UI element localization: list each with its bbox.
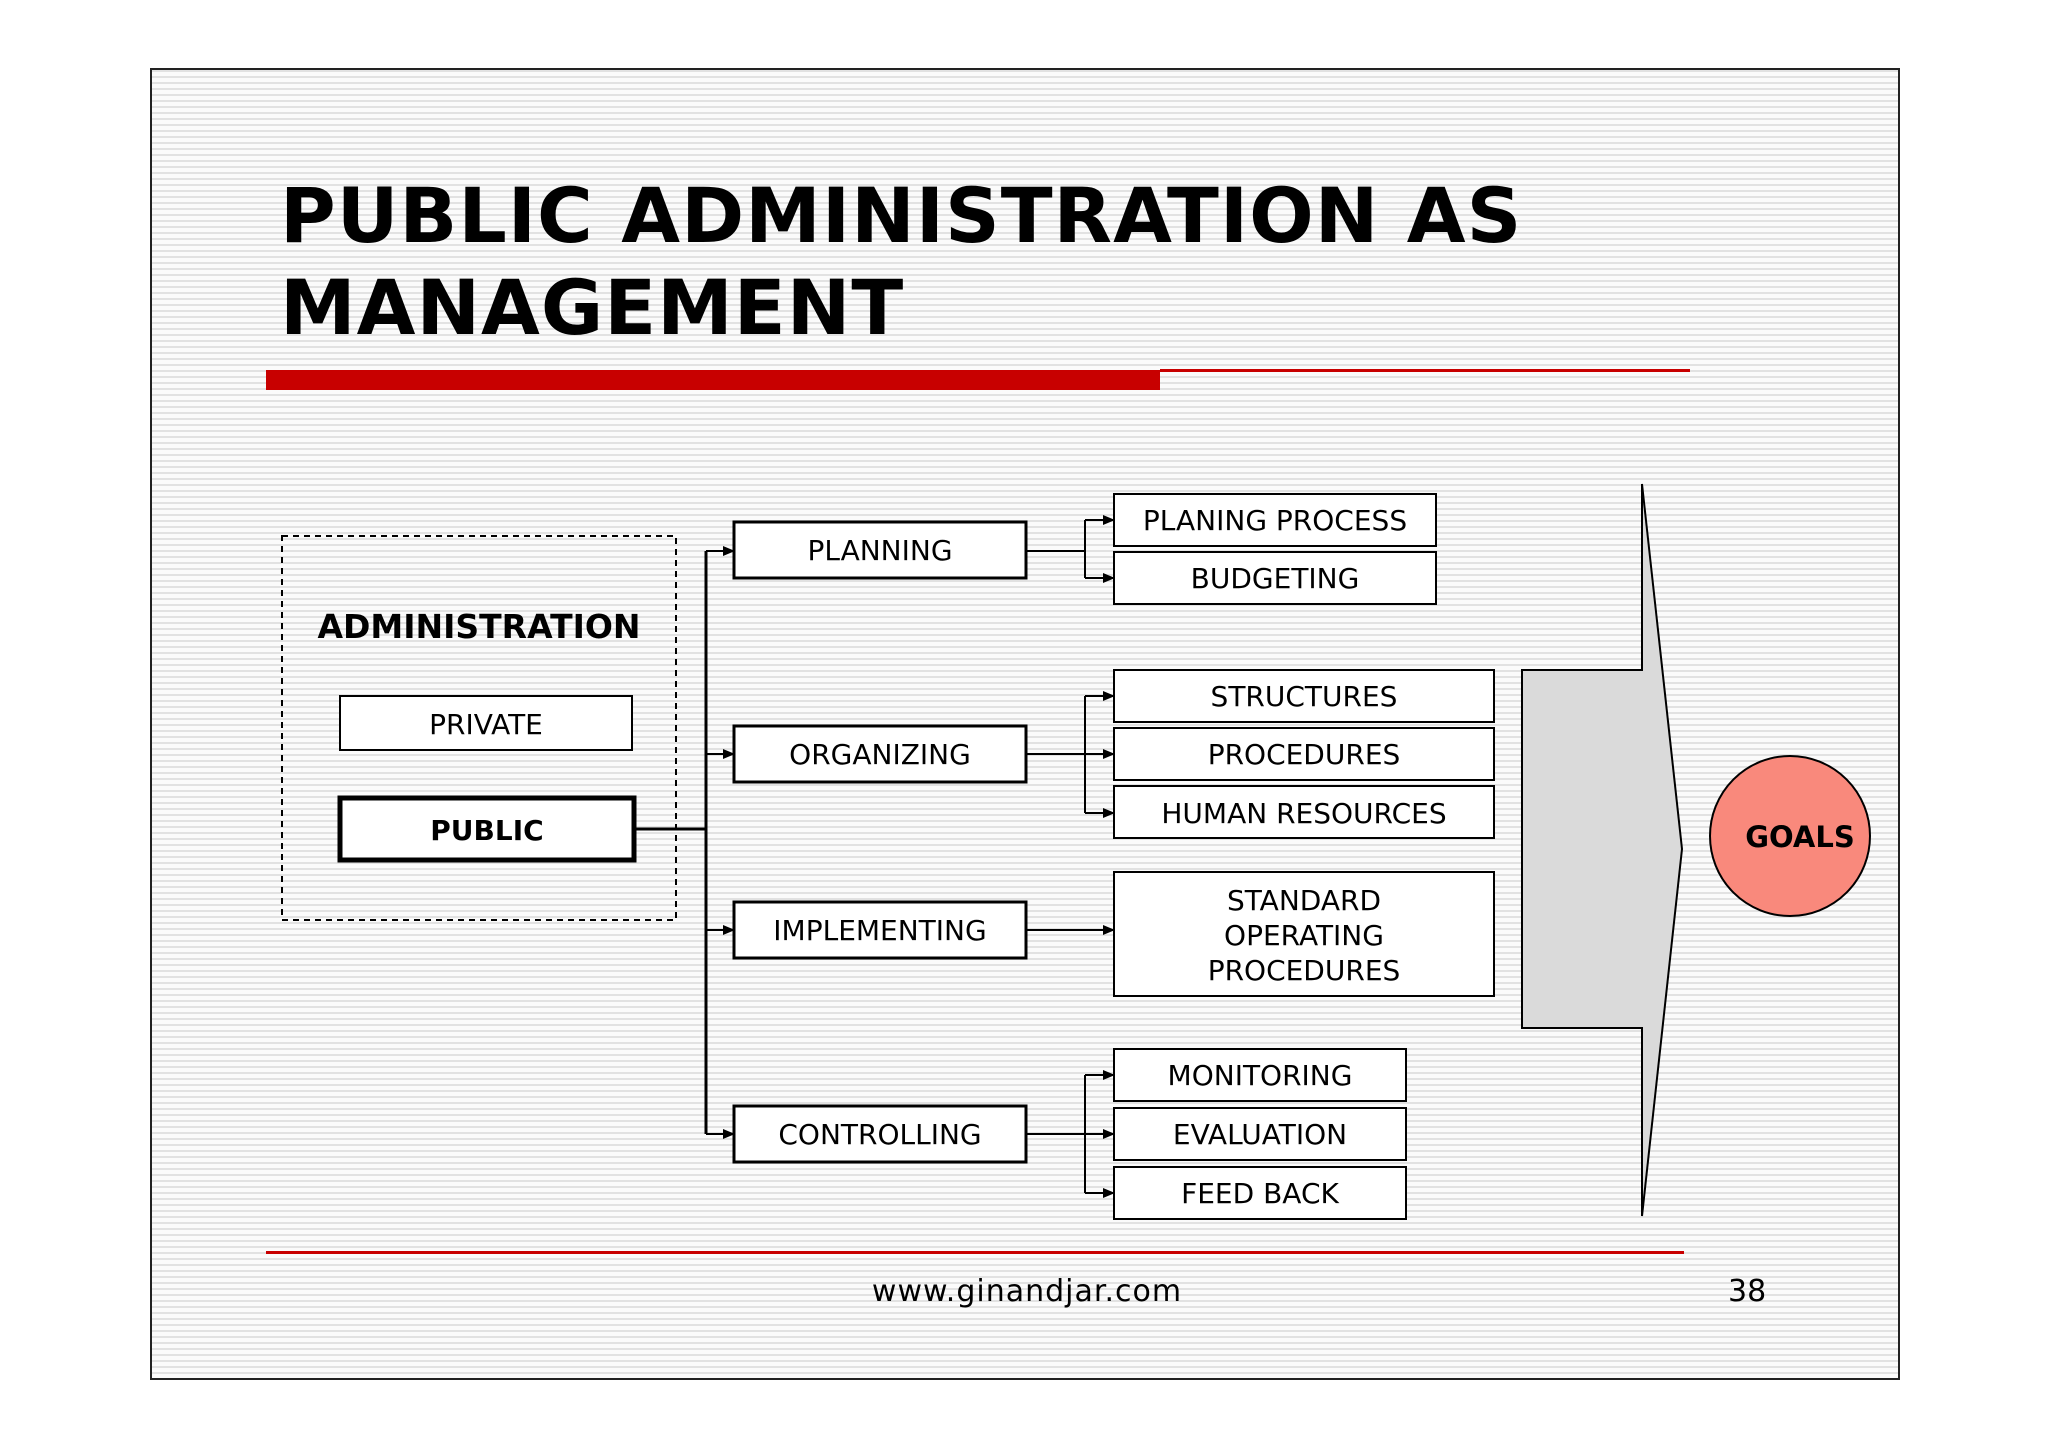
- private-label: PRIVATE: [429, 708, 543, 741]
- slide: [150, 68, 1900, 1380]
- footer-url[interactable]: www.ginandjar.com: [871, 1274, 1183, 1309]
- sop-label-line-3: PROCEDURES: [1207, 954, 1401, 987]
- evaluation-label: EVALUATION: [1172, 1118, 1348, 1151]
- sop-label-line-2: OPERATING: [1224, 919, 1384, 952]
- public-label: PUBLIC: [430, 814, 544, 847]
- planing-process-label: PLANING PROCESS: [1142, 504, 1408, 537]
- sop-label-line-1: STANDARD: [1226, 884, 1382, 917]
- organizing-label: ORGANIZING: [789, 738, 971, 771]
- structures-label: STRUCTURES: [1210, 680, 1398, 713]
- administration-label: ADMINISTRATION: [317, 607, 641, 646]
- goals-label: GOALS: [1745, 820, 1855, 854]
- planning-label: PLANNING: [807, 534, 953, 567]
- footer-rule: [266, 1251, 1684, 1254]
- monitoring-label: MONITORING: [1167, 1059, 1353, 1092]
- controlling-label: CONTROLLING: [778, 1118, 982, 1151]
- title-line-2: MANAGEMENT: [280, 263, 905, 352]
- budgeting-label: BUDGETING: [1190, 562, 1360, 595]
- page-number: 38: [1728, 1274, 1767, 1309]
- block-arrow: [1522, 484, 1682, 1216]
- implementing-label: IMPLEMENTING: [773, 914, 987, 947]
- procedures-label: PROCEDURES: [1207, 738, 1401, 771]
- management-diagram: [152, 70, 1902, 1382]
- title-line-1: PUBLIC ADMINISTRATION AS: [280, 171, 1523, 260]
- feedback-label: FEED BACK: [1181, 1177, 1339, 1210]
- human-resources-label: HUMAN RESOURCES: [1161, 797, 1447, 830]
